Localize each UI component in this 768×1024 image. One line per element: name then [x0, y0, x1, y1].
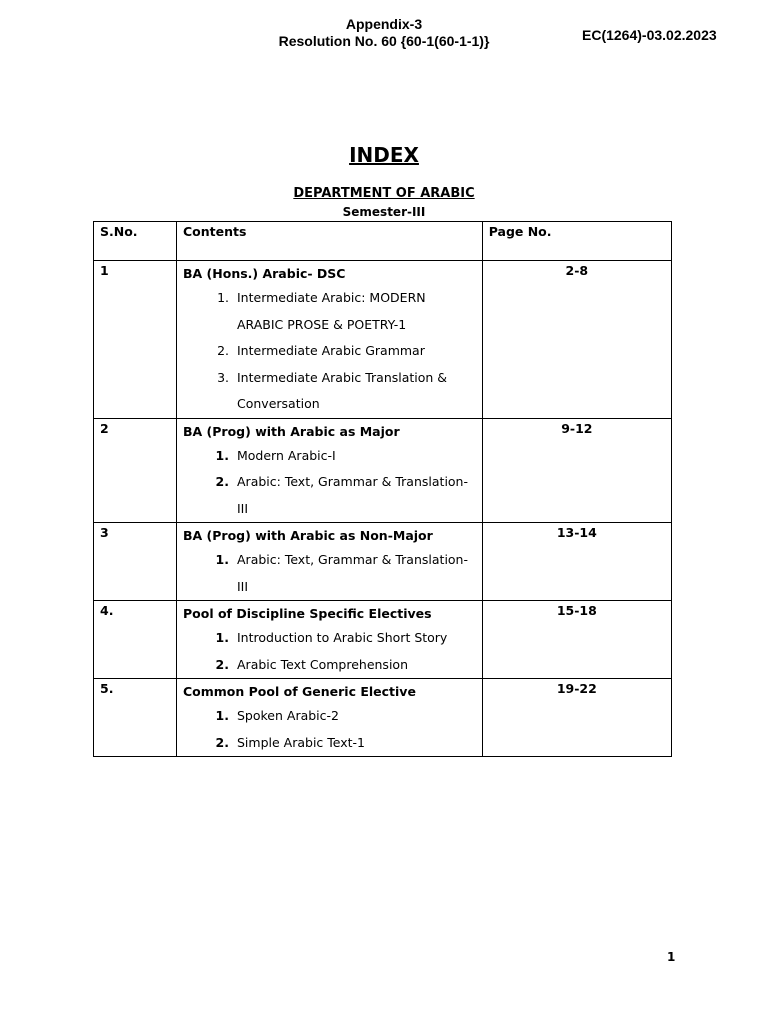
programme-heading: BA (Prog) with Arabic as Major: [183, 423, 400, 439]
course-number: 1.: [217, 290, 229, 305]
course-list-item: [183, 730, 482, 757]
row-page-range: 9-12: [482, 418, 671, 523]
course-list: [183, 443, 482, 523]
table-row: [94, 601, 672, 679]
table-header-row: [94, 222, 672, 261]
appendix-label: Appendix-3: [345, 16, 423, 32]
course-title: Intermediate Arabic Grammar: [237, 343, 425, 358]
course-list-item: [183, 338, 482, 365]
index-table: [93, 221, 672, 757]
course-number: 2.: [215, 734, 229, 750]
course-list-item: [183, 547, 482, 574]
course-number: 3.: [217, 369, 229, 385]
programme-heading: Common Pool of Generic Elective: [183, 684, 416, 699]
course-number: 2.: [215, 656, 229, 672]
course-number: 1.: [215, 630, 229, 645]
course-list-item: [183, 652, 482, 679]
course-title: Arabic Text Comprehension: [237, 656, 408, 672]
course-number: [183, 496, 237, 523]
row-contents: [177, 418, 483, 523]
programme-heading: BA (Hons.) Arabic- DSC: [183, 266, 346, 281]
resolution-label: Resolution No. 60 {60-1(60-1-1)}: [278, 33, 490, 49]
table-row: [94, 523, 672, 601]
course-list-item: [183, 496, 482, 523]
course-title: Conversation: [237, 396, 320, 411]
programme-heading: Pool of Discipline Specific Electives: [183, 606, 432, 621]
course-title: III: [237, 500, 249, 516]
course-title: Spoken Arabic-2: [237, 708, 339, 723]
semester-label: Semester-III: [342, 205, 426, 219]
department-name: DEPARTMENT OF ARABIC: [293, 186, 475, 201]
course-list: [183, 547, 482, 600]
table-row: [94, 679, 672, 757]
row-serial-number: 5.: [94, 679, 177, 757]
page-number: 1: [667, 950, 676, 964]
course-list-item: [183, 469, 482, 496]
course-number: [183, 312, 237, 339]
course-number: 1.: [215, 552, 229, 567]
course-list: [183, 285, 482, 418]
course-list-item: [183, 574, 482, 601]
course-list-item: [183, 365, 482, 392]
row-serial-number: 2: [94, 418, 177, 523]
row-page-range: 13-14: [482, 523, 671, 601]
row-contents: [177, 679, 483, 757]
row-contents: [177, 523, 483, 601]
course-list-item: [183, 625, 482, 652]
course-list-item: [183, 285, 482, 312]
row-serial-number: 3: [94, 523, 177, 601]
course-number: 1.: [215, 708, 229, 723]
course-title: Arabic: Text, Grammar & Translation-: [237, 552, 468, 567]
table-row: [94, 418, 672, 523]
course-title: Simple Arabic Text-1: [237, 734, 366, 750]
course-list-item: [183, 443, 482, 470]
course-list: [183, 625, 482, 678]
course-number: 1.: [215, 447, 229, 463]
row-page-range: 19-22: [482, 679, 671, 757]
course-list-item: [183, 703, 482, 730]
course-list: [183, 703, 482, 756]
course-number: 2.: [217, 343, 229, 358]
row-page-range: 2-8: [482, 261, 671, 419]
course-title: Intermediate Arabic: MODERN: [237, 290, 426, 305]
course-title: ARABIC PROSE & POETRY-1: [237, 316, 407, 332]
row-page-range: 15-18: [482, 601, 671, 679]
row-serial-number: 1: [94, 261, 177, 419]
course-number: 2.: [215, 474, 229, 489]
row-serial-number: 4.: [94, 601, 177, 679]
row-contents: [177, 601, 483, 679]
course-title: Modern Arabic-I: [237, 447, 336, 463]
course-list-item: [183, 312, 482, 339]
column-header-contents: Contents: [177, 222, 483, 261]
column-header-page: Page No.: [482, 222, 671, 261]
course-number: [183, 574, 237, 601]
programme-heading: BA (Prog) with Arabic as Non-Major: [183, 528, 433, 543]
table-row: [94, 261, 672, 419]
course-title: Arabic: Text, Grammar & Translation-: [237, 474, 468, 489]
ec-reference: EC(1264)-03.02.2023: [582, 27, 717, 43]
course-title: III: [237, 578, 249, 594]
course-title: Introduction to Arabic Short Story: [237, 630, 448, 645]
course-title: Intermediate Arabic Translation &: [237, 369, 448, 385]
course-list-item: [183, 391, 482, 418]
course-number: [183, 391, 237, 418]
row-contents: [177, 261, 483, 419]
table-body: [94, 261, 672, 757]
page-title: INDEX: [349, 143, 419, 167]
column-header-sno: S.No.: [94, 222, 177, 261]
